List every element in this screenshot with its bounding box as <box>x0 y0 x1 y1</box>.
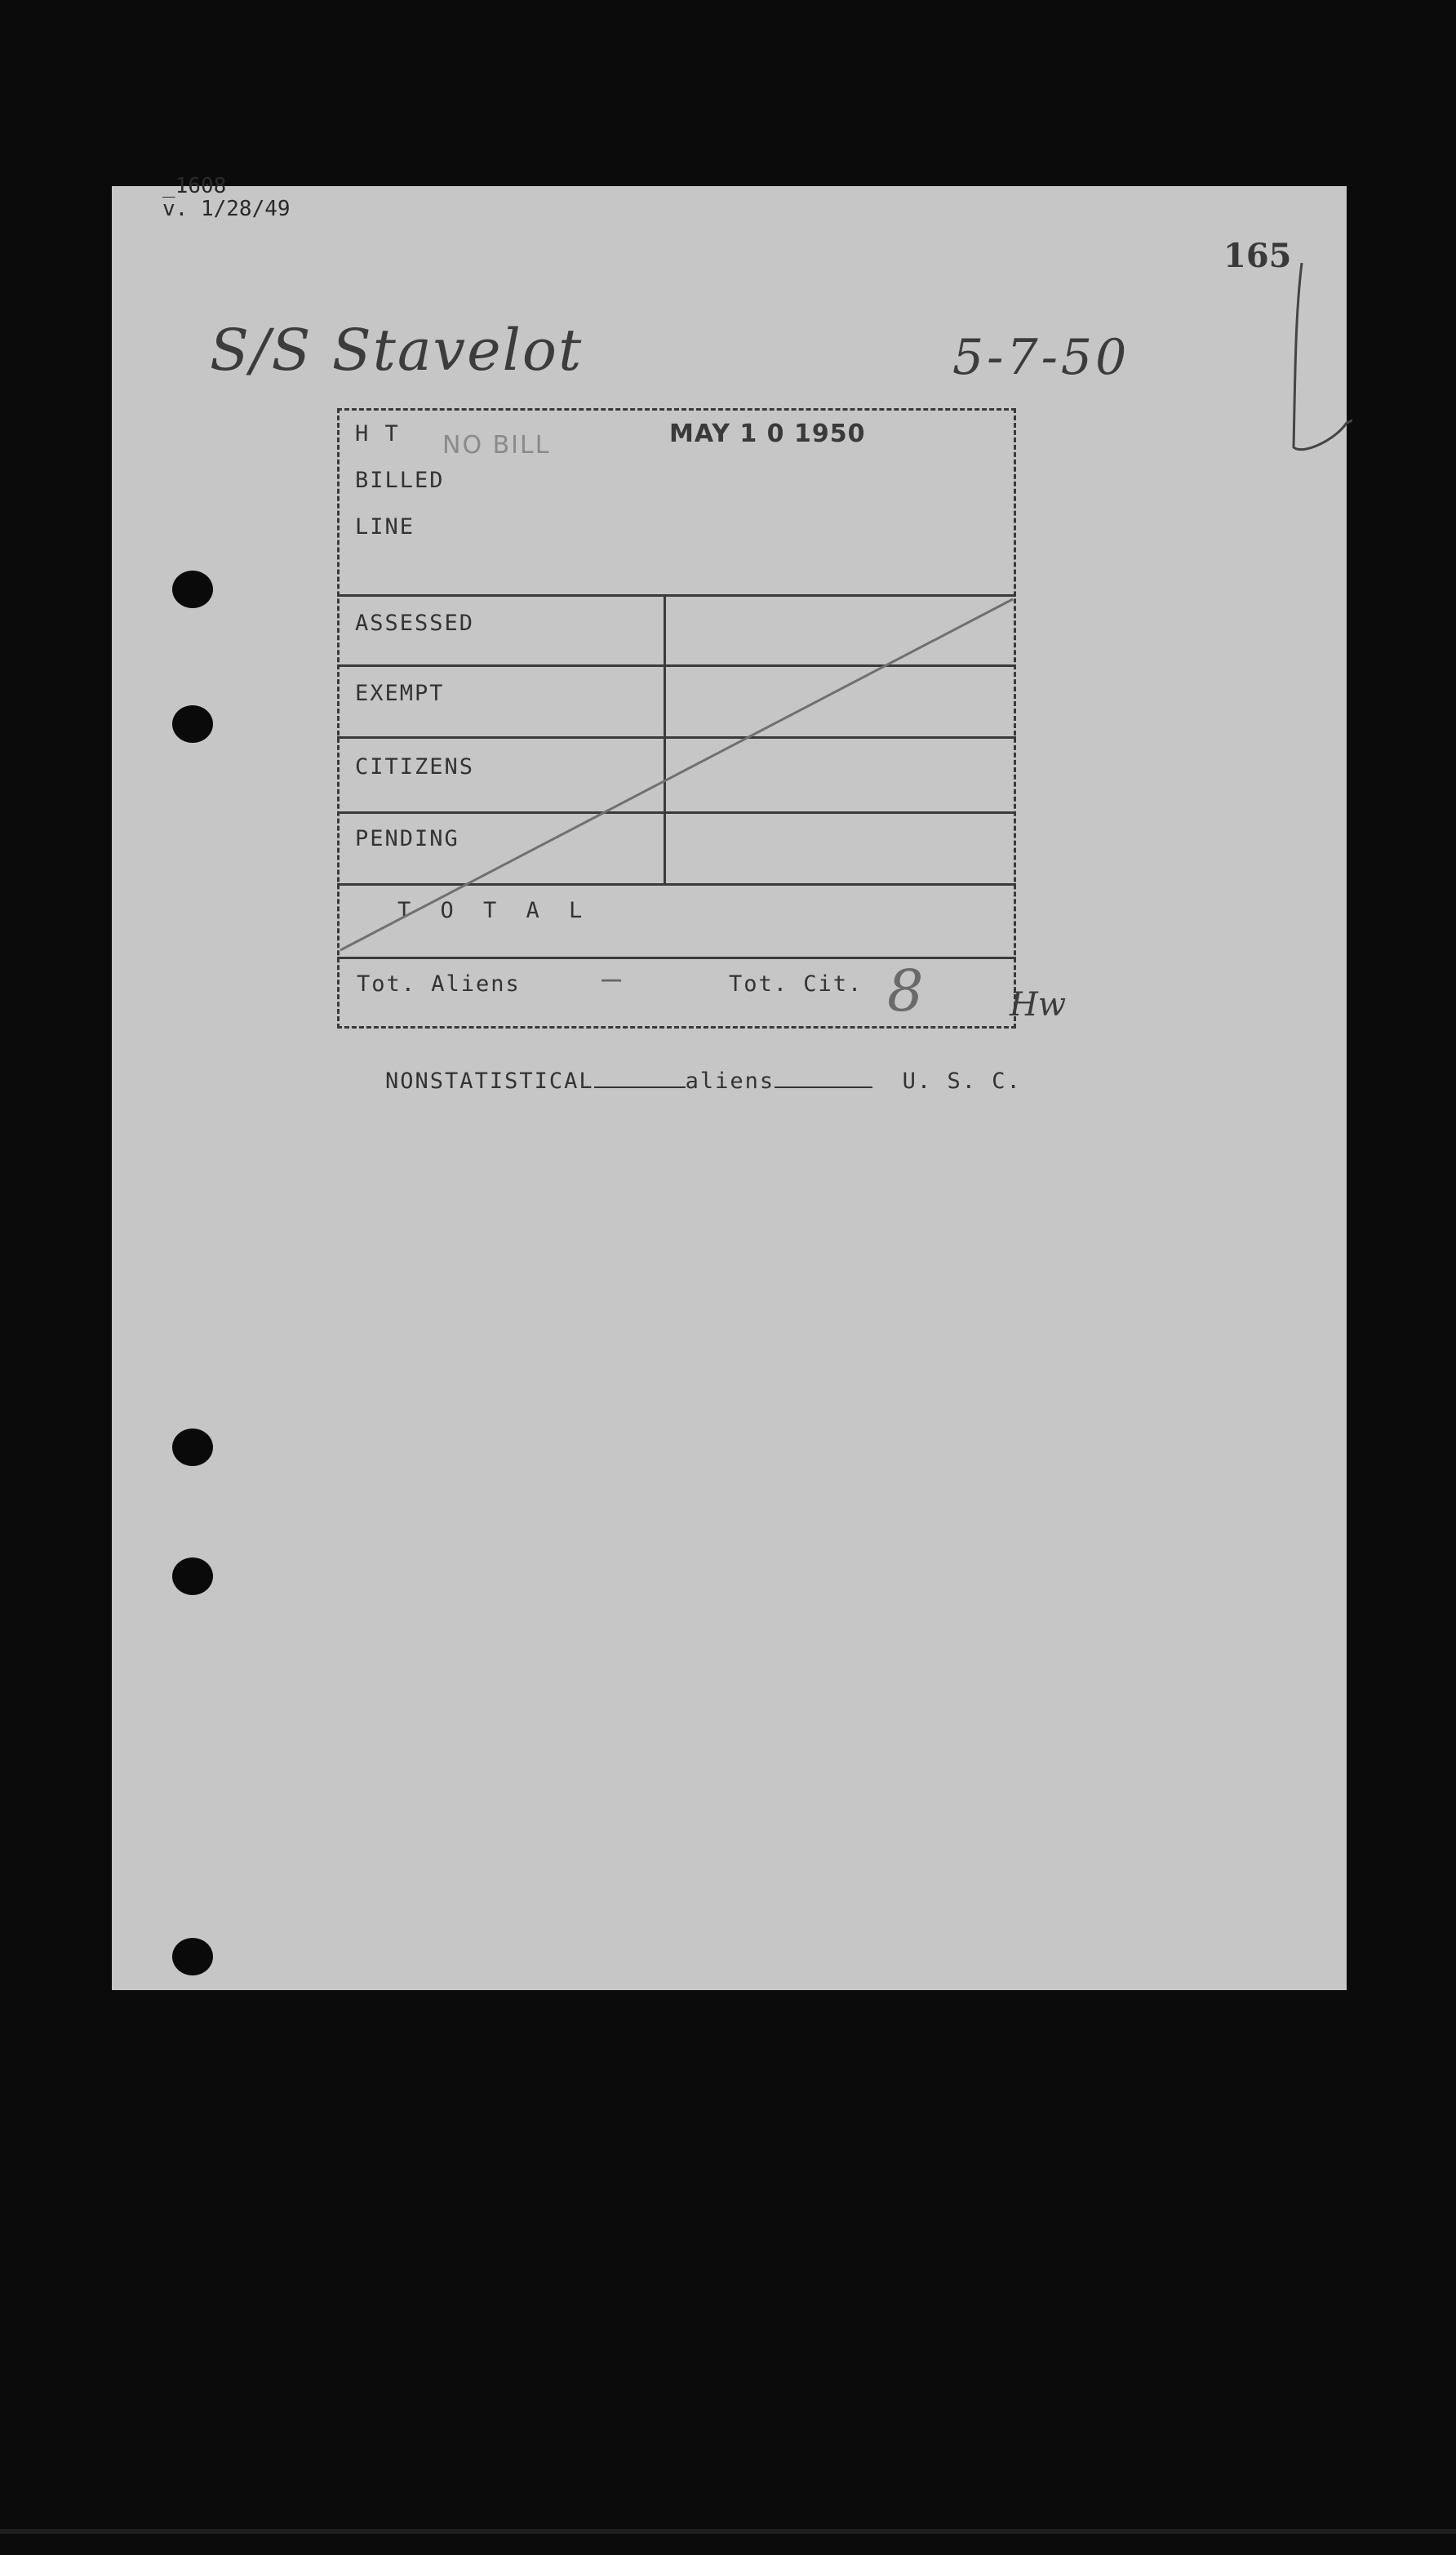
date-stamp: MAY 1 0 1950 <box>669 420 866 448</box>
form-revision: v. 1/28/49 <box>162 197 291 221</box>
form-number: _1608 <box>162 174 227 198</box>
document-sheet <box>112 174 1347 1990</box>
scan-edge-band <box>0 2529 1456 2534</box>
tot-aliens-label: Tot. Aliens <box>357 971 521 997</box>
punch-hole <box>172 1557 213 1595</box>
row-label-assessed: ASSESSED <box>355 611 475 636</box>
ship-name: S/S Stavelot <box>210 317 584 384</box>
punch-hole <box>172 1429 213 1466</box>
initials: Hw <box>1010 986 1067 1024</box>
strike-through-line <box>337 594 1016 953</box>
punch-hole <box>172 1938 213 1975</box>
nonstatistical-label: NONSTATISTICAL <box>385 1069 594 1094</box>
aliens-blank <box>775 1086 872 1088</box>
nonstatistical-line <box>326 1043 1022 1119</box>
aliens-label: aliens <box>685 1069 775 1094</box>
page-number: 165 <box>1223 237 1292 275</box>
check-mark-icon <box>1173 251 1352 455</box>
row-label-exempt: EXEMPT <box>355 681 445 706</box>
no-bill-stamp: NO BILL <box>442 431 551 460</box>
nonstatistical-blank <box>594 1086 686 1088</box>
header-line-billed: BILLED <box>355 468 445 493</box>
form-number-block <box>162 175 291 220</box>
usc-label: U. S. C. <box>902 1069 1022 1094</box>
row-label-pending: PENDING <box>355 826 459 851</box>
row-label-citizens: CITIZENS <box>355 754 475 780</box>
header-line-ht: H T <box>355 421 400 447</box>
handwritten-date: 5-7-50 <box>952 329 1130 386</box>
punch-hole <box>172 705 213 743</box>
total-label: T O T A L <box>397 898 591 923</box>
tot-cit-label: Tot. Cit. <box>729 971 863 997</box>
punch-hole <box>172 571 213 608</box>
tot-aliens-value: — <box>601 960 624 998</box>
tot-cit-value: 8 <box>887 958 924 1024</box>
header-line-line: LINE <box>355 514 415 540</box>
